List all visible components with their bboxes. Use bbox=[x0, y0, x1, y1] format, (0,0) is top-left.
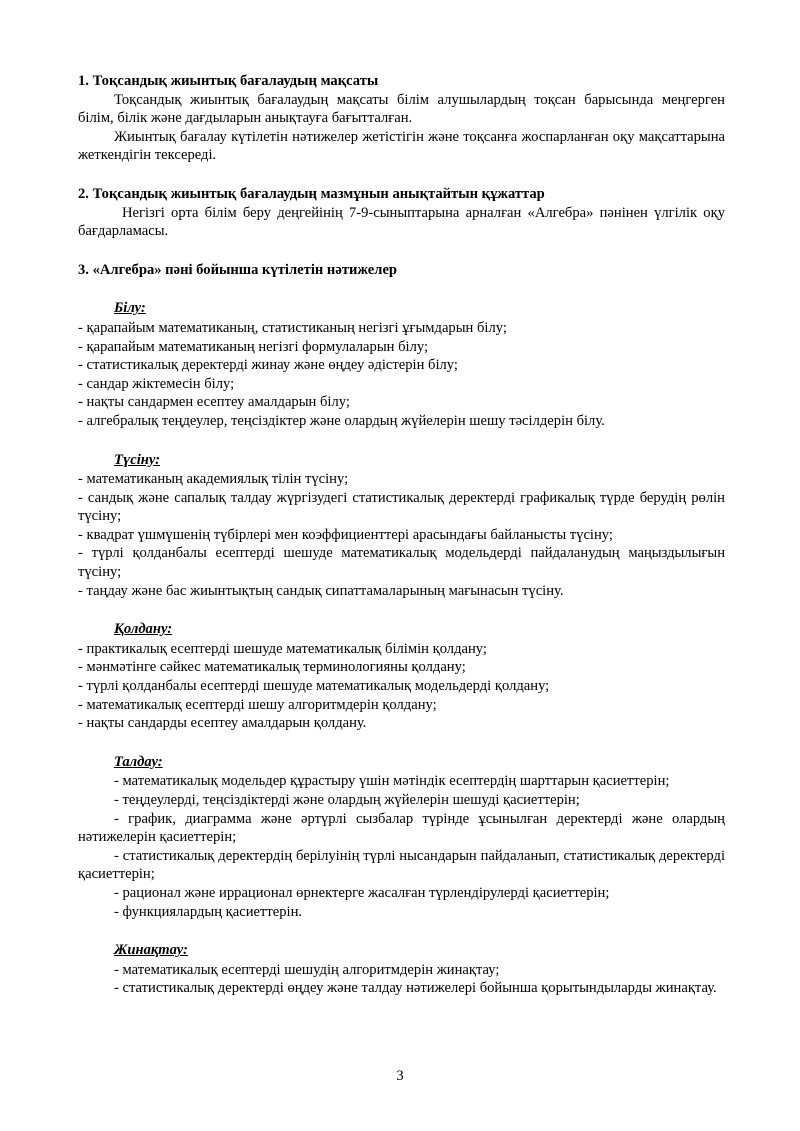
section-1-heading: 1. Тоқсандық жиынтық бағалаудың мақсаты bbox=[78, 73, 379, 89]
list-item: - түрлі қолданбалы есептерді шешуде математикалық модельдерді пайдаланудың маңыздылығын түсіну; bbox=[78, 545, 725, 581]
list-item: - түрлі қолданбалы есептерді шешуде математикалық модельдерді қолдану; bbox=[78, 678, 550, 695]
list-item: - таңдау және бас жиынтықтың сандық сипаттамаларының мағынасын түсіну. bbox=[78, 582, 564, 599]
list-item: - математикалық есептерді шешудің алгоритмдерін жинақтау; bbox=[114, 961, 500, 978]
section-2-heading: 2. Тоқсандық жиынтық бағалаудың мазмұнын анықтайтын құжаттар bbox=[78, 185, 545, 202]
list-item: - сандар жіктемесін білу; bbox=[78, 375, 235, 392]
list-item: - математикалық есептерді шешу алгоритмдерін қолдану; bbox=[78, 696, 437, 713]
list-item: - қарапайым математиканың, статистиканың негізгі ұғымдарын білу; bbox=[78, 319, 507, 336]
list-item: - статистикалық деректердің берілуінің түрлі нысандарын пайдаланып, статистикалық деректерді қасиеттерін; bbox=[78, 847, 725, 883]
document-page bbox=[78, 72, 725, 998]
group-title-analyze: Талдау: bbox=[114, 753, 163, 770]
list-item: - нақты сандарды есептеу амалдарын қолдану. bbox=[78, 715, 367, 732]
list-item: - математикалық модельдер құрастыру үшін мәтіндік есептердің шарттарын қасиеттерін; bbox=[114, 773, 670, 790]
outcomes-group-know bbox=[78, 299, 725, 430]
list-item: - сандық және сапалық талдау жүргізудегі статистикалық деректерді графикалық түрде берудің рөлін түсіну; bbox=[78, 489, 725, 525]
list-item: - статистикалық деректерді жинау және өңдеу әдістерін білу; bbox=[78, 357, 458, 374]
list-item: - математиканың академиялық тілін түсіну; bbox=[78, 471, 349, 488]
group-title-understand: Түсіну: bbox=[114, 451, 160, 468]
outcomes-group-analyze bbox=[78, 753, 725, 921]
list-item: - мәнмәтінге сәйкес математикалық терминологияны қолдану; bbox=[78, 659, 466, 676]
list-item: - алгебралық теңдеулер, теңсіздіктер және олардың жүйелерін шешу тәсілдерін білу. bbox=[78, 412, 605, 429]
section-2-paragraph: Негізгі орта білім беру деңгейінің 7-9-сыныптарына арналған «Алгебра» пәнінен үлгілік оқу бағдарламасы. bbox=[78, 204, 725, 240]
list-item: - квадрат үшмүшенің түбірлері мен коэффициенттері арасындағы байланысты түсіну; bbox=[78, 526, 613, 543]
section-1-paragraph-1: Тоқсандық жиынтық бағалаудың мақсаты білім алушылардың тоқсан барысында меңгерген білім, білік және дағдыларын анықтауға бағытталған. bbox=[78, 91, 725, 127]
list-item: - нақты сандармен есептеу амалдарын білу; bbox=[78, 394, 350, 411]
list-item: - график, диаграмма және әртүрлі сызбалар түрінде ұсынылған деректерді және олардың нәтижелерін қасиеттерін; bbox=[78, 810, 725, 846]
list-item: - статистикалық деректерді өңдеу және талдау нәтижелері бойынша қорытындыларды жинақтау. bbox=[114, 980, 717, 997]
group-title-apply: Қолдану: bbox=[114, 621, 173, 638]
page-number: 3 bbox=[396, 1068, 404, 1084]
group-title-know: Білу: bbox=[114, 300, 146, 317]
list-item: - қарапайым математиканың негізгі формулаларын білу; bbox=[78, 338, 429, 355]
group-title-synthesize: Жинақтау: bbox=[114, 942, 188, 959]
list-item: - функциялардың қасиеттерін. bbox=[114, 903, 303, 920]
outcomes-group-synthesize bbox=[78, 941, 725, 998]
list-item: - практикалық есептерді шешуде математикалық білімін қолдану; bbox=[78, 640, 487, 657]
section-1-paragraph-2: Жиынтық бағалау күтілетін нәтижелер жетістігін және тоқсанға жоспарланған оқу мақсаттарына жеткендігін тексереді. bbox=[78, 128, 725, 164]
section-3-heading: 3. «Алгебра» пәні бойынша күтілетін нәтижелер bbox=[78, 261, 398, 278]
list-item: - теңдеулерді, теңсіздіктерді және олардың жүйелерін шешуді қасиеттерін; bbox=[114, 792, 580, 808]
list-item: - рационал және иррационал өрнектерге жасалған түрлендірулерді қасиеттерін; bbox=[114, 884, 610, 901]
outcomes-group-understand bbox=[78, 451, 725, 601]
outcomes-group-apply bbox=[78, 620, 725, 733]
